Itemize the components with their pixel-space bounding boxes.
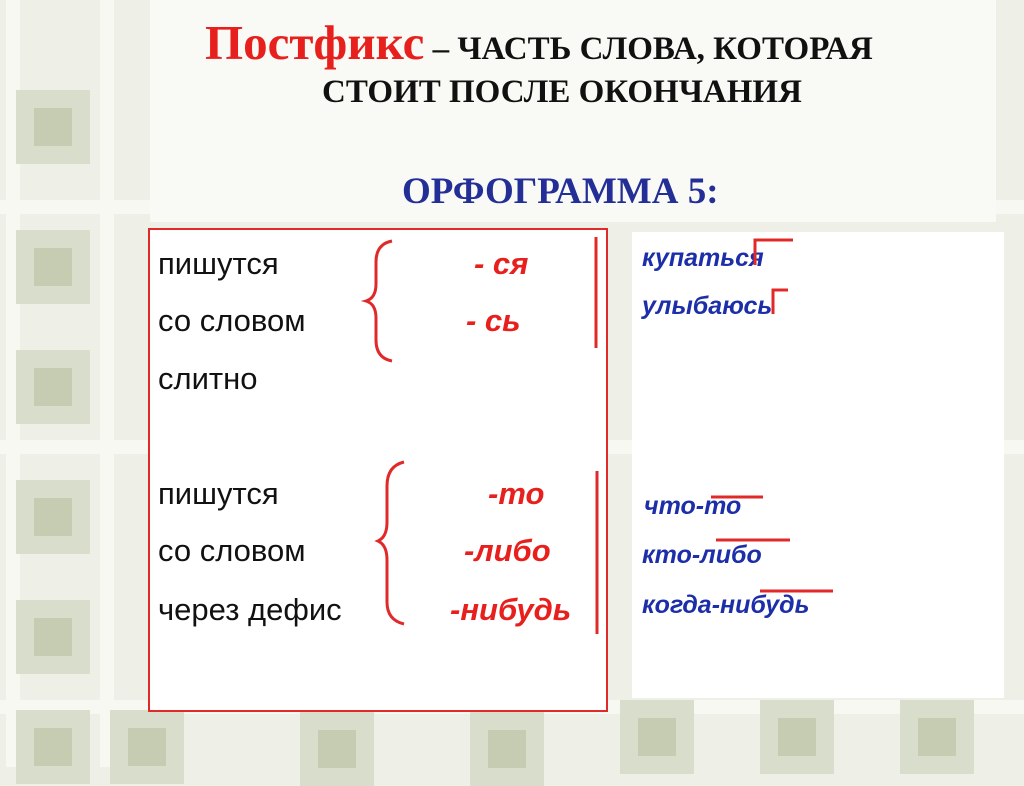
postfix-mark-icon <box>773 290 788 314</box>
curly-brace-icon <box>366 241 392 361</box>
example-word: купаться <box>642 244 764 272</box>
title-definition-line2: СТОИТ ПОСЛЕ ОКОНЧАНИЯ <box>322 74 802 110</box>
title-term: Постфикс <box>205 15 425 70</box>
rule1-line: пишутся <box>158 246 279 281</box>
suffix-label: - сь <box>466 303 521 338</box>
suffix-label: -то <box>488 476 545 511</box>
rule1-line: слитно <box>158 361 258 396</box>
example-word: улыбаюсь <box>642 292 773 320</box>
rule1-line: со словом <box>158 303 306 338</box>
example-word: когда-нибудь <box>642 591 810 619</box>
rule2-line: пишутся <box>158 476 279 511</box>
title-definition-line1: – ЧАСТЬ СЛОВА, КОТОРАЯ <box>424 31 873 67</box>
example-word: что-то <box>644 492 742 520</box>
subtitle: ОРФОГРАММА 5: <box>402 171 719 212</box>
example-word: кто-либо <box>642 541 762 569</box>
suffix-label: -либо <box>464 533 551 568</box>
postfix-mark-icon <box>755 240 793 265</box>
suffix-label: -нибудь <box>450 592 572 627</box>
rule2-line: через дефис <box>158 592 342 627</box>
suffix-label: - ся <box>474 246 529 281</box>
rule2-line: со словом <box>158 533 306 568</box>
curly-brace-icon <box>378 462 404 624</box>
